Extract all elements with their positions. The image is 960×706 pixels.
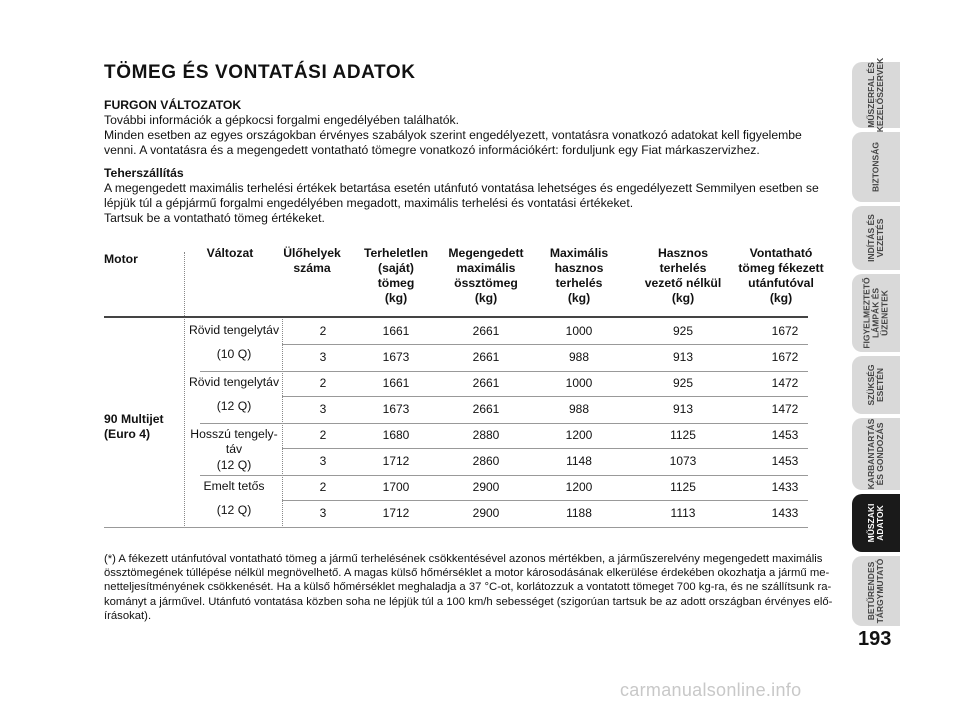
- header-line: (kg): [671, 291, 695, 305]
- table-cell: 1188: [566, 506, 592, 520]
- header-line: Megengedett: [448, 246, 524, 260]
- variant-line: Emelt tetős: [203, 479, 265, 493]
- table-cell: 1200: [565, 428, 593, 442]
- table-cell: 1073: [669, 454, 697, 468]
- header-payload-no-driver: [624, 246, 742, 306]
- chapter-tab-label: INDÍTÁS ÉS VEZETÉS: [866, 214, 885, 262]
- chapter-tab[interactable]: [852, 206, 900, 270]
- header-line: száma: [293, 261, 331, 275]
- group-divider: [200, 371, 808, 372]
- header-motor: [104, 252, 174, 267]
- table-cell: 1113: [670, 506, 696, 520]
- table-cell: 1000: [565, 376, 593, 390]
- table-cell: 1673: [382, 402, 410, 416]
- row-divider: [282, 396, 808, 397]
- header-line: össztömeg: [454, 276, 518, 290]
- chapter-tab-label: BETŰRENDES TÁRGYMUTATÓ: [866, 558, 885, 624]
- table-cell: 1661: [382, 324, 410, 338]
- row-divider: [282, 500, 808, 501]
- header-line: tömeg: [377, 276, 415, 290]
- column-divider: [282, 316, 283, 528]
- table-cell: 1661: [382, 376, 410, 390]
- motor-line: (Euro 4): [104, 427, 151, 441]
- teherszallitas-heading: Teherszállítás: [104, 166, 184, 180]
- table-cell: 1672: [771, 324, 799, 338]
- chapter-tab-label: MŰSZERFAL ÉS KEZELŐSZERVEK: [866, 57, 885, 133]
- table-cell: 1433: [771, 506, 799, 520]
- teherszallitas-line: A megengedett maximális terhelési értékek betartása esetén utánfutó vontatása lehetséges és engedélyezett Semmilyen esetben se: [104, 181, 819, 195]
- table-cell: 2: [319, 376, 327, 390]
- header-line: Motor: [104, 252, 138, 266]
- table-cell: 2860: [472, 454, 500, 468]
- chapter-tab-label: FIGYELMEZTETŐ LÁMPÁK ÉS ÜZENETEK: [861, 277, 890, 349]
- footnote-line: (*) A fékezett utánfutóval vontatható tömeg a jármű terhelésének csökkentésével azonos mértékben, a járműszerelvény megengedett maximális: [104, 553, 823, 565]
- footnote: [104, 552, 834, 623]
- intro-line: További információk a gépkocsi forgalmi engedélyében találhatók.: [104, 113, 460, 127]
- table-cell: 2661: [472, 350, 500, 364]
- header-line: (kg): [474, 291, 498, 305]
- table-cell: 2661: [472, 376, 500, 390]
- intro-line: venni. A vontatásra és a megengedett vontatható tömegre vonatkozó információkért: forduljunk egy Fiat márkaszervizhez.: [104, 143, 760, 157]
- header-towable: [732, 246, 830, 306]
- table-cell: 1433: [771, 480, 799, 494]
- group-divider: [200, 475, 808, 476]
- table-cell: 925: [672, 324, 694, 338]
- page-title: TÖMEG ÉS VONTATÁSI ADATOK: [104, 62, 416, 83]
- table-cell: 1672: [771, 350, 799, 364]
- table-cell: 2661: [472, 324, 500, 338]
- table-cell: 988: [568, 350, 590, 364]
- table-cell: 1472: [771, 402, 799, 416]
- chapter-tab[interactable]: [852, 556, 900, 626]
- motor-line: 90 Multijet: [104, 412, 164, 426]
- header-line: Maximális: [549, 246, 609, 260]
- table-cell: 1000: [565, 324, 593, 338]
- table-cell: 1453: [771, 454, 799, 468]
- table-cell: 2: [319, 324, 327, 338]
- variant-line: (12 Q): [216, 503, 252, 517]
- header-line: Terheletlen: [363, 246, 429, 260]
- footnote-line: írásokat).: [104, 609, 152, 622]
- chapter-tab-label: MŰSZAKI ADATOK: [866, 503, 885, 543]
- group-divider: [104, 527, 808, 528]
- header-line: Változat: [206, 246, 254, 260]
- variant-line: (12 Q): [216, 399, 252, 413]
- footnote-line: netteljesítményének csökkenését. Ha a külső hőmérséklet meghaladja a 37 °C-ot, korlátozzuk a vontatott tömeget 700 kg-ra, és ne szállítsunk ra-: [104, 581, 832, 594]
- variant-label: [188, 322, 280, 363]
- header-line: (kg): [384, 291, 408, 305]
- group-divider: [200, 423, 808, 424]
- variant-line: (12 Q): [216, 458, 252, 472]
- page-number: 193: [858, 628, 892, 650]
- header-line: (kg): [567, 291, 591, 305]
- header-rule: [104, 316, 808, 318]
- chapter-tab[interactable]: [852, 356, 900, 414]
- table-cell: 1680: [382, 428, 410, 442]
- table-cell: 913: [672, 402, 694, 416]
- header-line: tömeg fékezett: [738, 261, 824, 275]
- header-line: terhelés: [659, 261, 707, 275]
- header-line: vezető nélkül: [644, 276, 722, 290]
- table-cell: 2: [319, 428, 327, 442]
- table-cell: 1712: [382, 454, 410, 468]
- chapter-tab[interactable]: [852, 57, 900, 133]
- table-cell: 1125: [670, 428, 696, 442]
- column-divider: [184, 252, 185, 528]
- intro-line: Minden esetben az egyes országokban érvényes szabályok szerint engedélyezett, vontatásra vonatkozó adatokat kell figyelembe: [104, 128, 802, 142]
- header-line: (saját): [378, 261, 414, 275]
- table-cell: 2: [319, 480, 327, 494]
- table-cell: 1200: [565, 480, 593, 494]
- header-line: Ülőhelyek: [283, 246, 341, 260]
- header-line: utánfutóval: [748, 276, 814, 290]
- intro-section: [104, 98, 834, 158]
- table-cell: 2661: [472, 402, 500, 416]
- chapter-tab[interactable]: [852, 418, 900, 490]
- chapter-tab-label: BIZTONSÁG: [870, 142, 881, 192]
- header-unladen: [356, 246, 436, 306]
- variant-line: táv: [225, 442, 243, 456]
- chapter-tab-label: KARBANTARTÁS ÉS GONDOZÁS: [866, 418, 885, 490]
- header-line: maximális: [456, 261, 516, 275]
- table-cell: 3: [319, 402, 327, 416]
- table-cell: 3: [319, 454, 327, 468]
- row-divider: [282, 448, 808, 449]
- table-cell: 2880: [472, 428, 500, 442]
- header-variant: [190, 246, 270, 261]
- teherszallitas-line: lépjük túl a gépjármű forgalmi engedélyében megadott, maximális terhelési és vontatási értékeket.: [104, 196, 634, 210]
- variant-line: Rövid tengelytáv: [188, 375, 280, 389]
- table-cell: 2900: [472, 480, 500, 494]
- chapter-tab[interactable]: [852, 494, 900, 552]
- chapter-tab[interactable]: [852, 274, 900, 352]
- variant-label: [188, 374, 280, 415]
- table-cell: 988: [568, 402, 590, 416]
- table-cell: 1673: [382, 350, 410, 364]
- variant-label: [188, 478, 280, 519]
- header-seats: [274, 246, 350, 276]
- intro-heading: FURGON VÁLTOZATOK: [104, 98, 242, 112]
- chapter-tab-label: SZÜKSÉG ESETÉN: [866, 364, 885, 406]
- table-cell: 3: [319, 506, 327, 520]
- table-cell: 2900: [472, 506, 500, 520]
- header-payload: [536, 246, 622, 306]
- table-cell: 1700: [382, 480, 410, 494]
- header-line: hasznos: [554, 261, 604, 275]
- table-cell: 925: [672, 376, 694, 390]
- chapter-tab[interactable]: [852, 132, 900, 202]
- teherszallitas-line: Tartsuk be a vontatható tömeg értékeket.: [104, 211, 325, 225]
- table-cell: 913: [672, 350, 694, 364]
- header-line: Hasznos: [657, 246, 709, 260]
- variant-line: (10 Q): [216, 347, 252, 361]
- table-cell: 1125: [670, 480, 696, 494]
- teherszallitas-section: [104, 166, 834, 226]
- header-line: (kg): [769, 291, 793, 305]
- variant-line: Rövid tengelytáv: [188, 323, 280, 337]
- table-cell: 1472: [771, 376, 799, 390]
- table-cell: 3: [319, 350, 327, 364]
- header-line: Vontatható: [749, 246, 813, 260]
- footnote-line: kományt a járművel. Utánfutó vontatása közben soha ne lépjük túl a 100 km/h sebességet (szigorúan tartsuk be az adott országban érvényes elő-: [104, 595, 833, 608]
- row-divider: [282, 344, 808, 345]
- watermark: carmanualsonline.info: [620, 680, 802, 700]
- header-gross: [440, 246, 532, 306]
- table-cell: 1712: [382, 506, 410, 520]
- footnote-line: össztömegének túllépése nélkül megnövelhető. A magas külső hőmérséklet a motor károsodásának elkerülése érdekében okozhatja a jármű me-: [104, 567, 830, 580]
- table-cell: 1453: [771, 428, 799, 442]
- variant-line: Hosszú tengely-: [190, 427, 278, 441]
- header-line: terhelés: [555, 276, 603, 290]
- table-cell: 1148: [566, 454, 592, 468]
- motor-name: [104, 412, 184, 442]
- variant-label: [188, 426, 280, 474]
